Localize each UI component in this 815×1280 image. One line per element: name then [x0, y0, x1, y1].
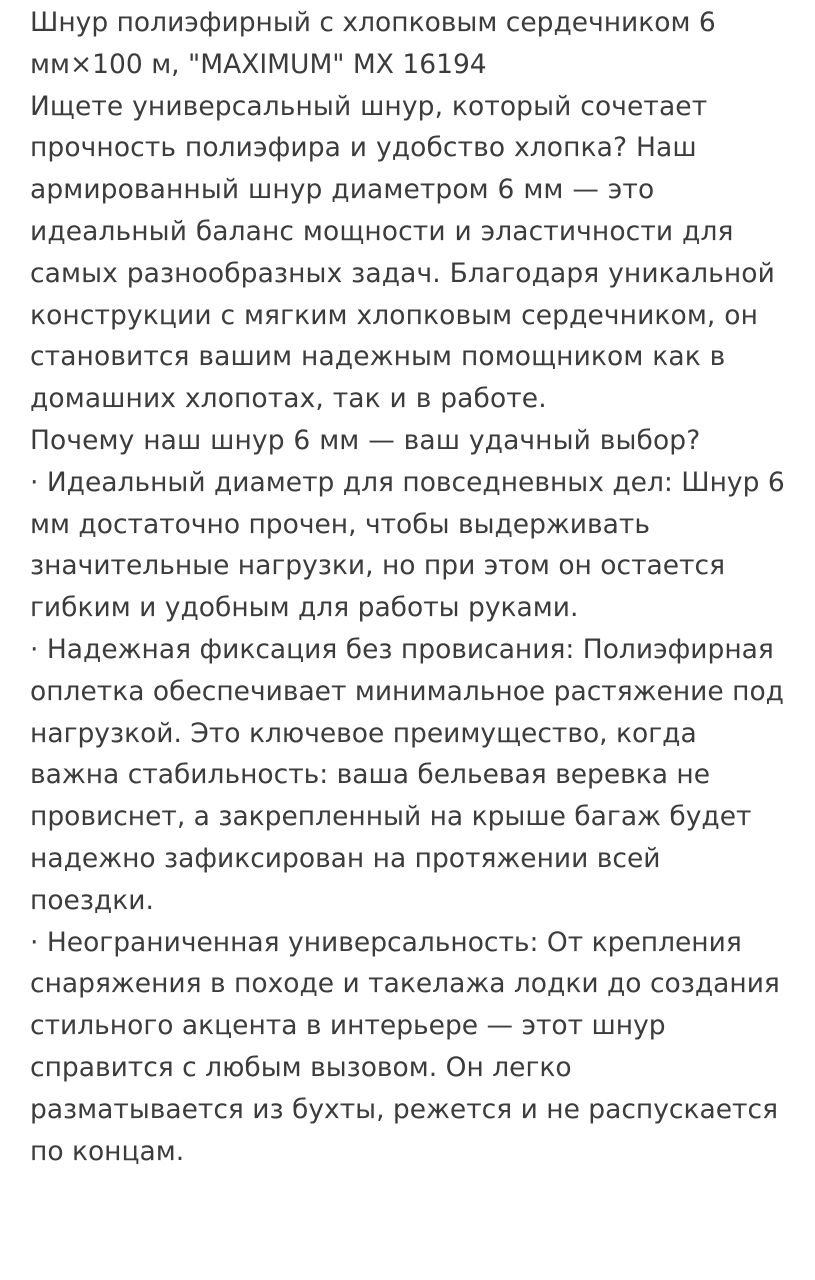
- feature-bullet-fixation: · Надежная фиксация без провисания: Полиэфирная оплетка обеспечивает минимальное растяжение под нагрузкой. Это ключевое преимущество, когда важна стабильность: ваша бельевая веревка не провиснет, а закрепленный на крыше багаж будет надежно зафиксирован на протяжении всей поездки.: [30, 633, 784, 916]
- feature-bullet-diameter: · Идеальный диаметр для повседневных дел: Шнур 6 мм достаточно прочен, чтобы выдерживать значительные нагрузки, но при этом он остается гибким и удобным для работы руками.: [30, 466, 785, 624]
- question-paragraph: Почему наш шнур 6 мм — ваш удачный выбор?: [30, 424, 701, 456]
- document-body: [30, 0, 785, 1172]
- feature-bullet-versatility: · Неограниченная универсальность: От крепления снаряжения в походе и такелажа лодки до создания стильного акцента в интерьере — этот шнур справится с любым вызовом. Он легко разматывается из бухты, режется и не распускается по концам.: [30, 926, 780, 1167]
- product-title: Шнур полиэфирный с хлопковым сердечником 6 мм×100 м, "MAXIMUM" MX 16194: [30, 7, 716, 80]
- intro-paragraph: Ищете универсальный шнур, который сочетает прочность полиэфира и удобство хлопка? Наш армированный шнур диаметром 6 мм — это идеальный баланс мощности и эластичности для самых разнообразных задач. Благодаря уникальной конструкции с мягким хлопковым сердечником, он становится вашим надежным помощником как в домашних хлопотах, так и в работе.: [30, 90, 775, 415]
